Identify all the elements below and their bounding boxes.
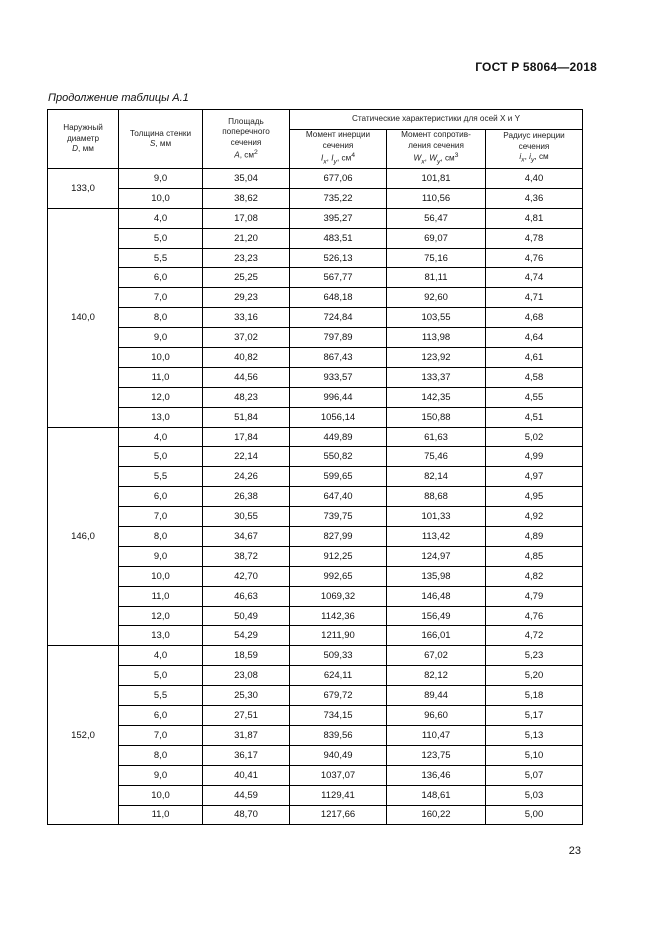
area-cell: 25,30 (203, 686, 290, 706)
table-row (48, 308, 583, 328)
resistance-cell: 56,47 (387, 208, 486, 228)
radius-cell: 4,78 (486, 228, 583, 248)
table-row (48, 805, 583, 825)
resistance-cell: 150,88 (387, 407, 486, 427)
table-row (48, 706, 583, 726)
thickness-cell: 4,0 (119, 427, 203, 447)
table-caption: Продолжение таблицы А.1 (48, 92, 189, 104)
inertia-cell: 1217,66 (290, 805, 387, 825)
resistance-cell: 123,75 (387, 745, 486, 765)
diameter-cell: 133,0 (48, 169, 119, 209)
standard-designation: ГОСТ Р 58064—2018 (475, 60, 597, 74)
area-cell: 18,59 (203, 646, 290, 666)
thickness-cell: 8,0 (119, 745, 203, 765)
table-row (48, 348, 583, 368)
thickness-cell: 10,0 (119, 348, 203, 368)
area-cell: 33,16 (203, 308, 290, 328)
table-row (48, 546, 583, 566)
inertia-cell: 724,84 (290, 308, 387, 328)
area-cell: 36,17 (203, 745, 290, 765)
thickness-cell: 5,0 (119, 228, 203, 248)
table-row (48, 328, 583, 348)
inertia-cell: 912,25 (290, 546, 387, 566)
area-cell: 29,23 (203, 288, 290, 308)
inertia-cell: 1056,14 (290, 407, 387, 427)
radius-cell: 4,51 (486, 407, 583, 427)
table-row (48, 427, 583, 447)
resistance-cell: 136,46 (387, 765, 486, 785)
thickness-cell: 13,0 (119, 407, 203, 427)
area-cell: 44,59 (203, 785, 290, 805)
table-row (48, 765, 583, 785)
inertia-cell: 509,33 (290, 646, 387, 666)
inertia-cell: 1211,90 (290, 626, 387, 646)
inertia-cell: 395,27 (290, 208, 387, 228)
resistance-cell: 96,60 (387, 706, 486, 726)
inertia-cell: 599,65 (290, 467, 387, 487)
inertia-cell: 1069,32 (290, 586, 387, 606)
radius-cell: 5,18 (486, 686, 583, 706)
area-cell: 21,20 (203, 228, 290, 248)
table-row (48, 725, 583, 745)
inertia-cell: 677,06 (290, 169, 387, 189)
resistance-cell: 67,02 (387, 646, 486, 666)
resistance-cell: 88,68 (387, 487, 486, 507)
inertia-cell: 567,77 (290, 268, 387, 288)
area-cell: 22,14 (203, 447, 290, 467)
inertia-cell: 797,89 (290, 328, 387, 348)
table-row (48, 407, 583, 427)
resistance-cell: 103,55 (387, 308, 486, 328)
inertia-cell: 1129,41 (290, 785, 387, 805)
inertia-cell: 1142,36 (290, 606, 387, 626)
area-cell: 24,26 (203, 467, 290, 487)
header-radius: Радиус инерции сечения $i_x$, $i_y$, см (486, 130, 583, 169)
inertia-cell: 734,15 (290, 706, 387, 726)
table-row (48, 606, 583, 626)
area-cell: 23,23 (203, 248, 290, 268)
header-inertia: Момент инерции сечения $I_x$, $I_y$, $см^4$ (290, 130, 387, 169)
resistance-cell: 82,14 (387, 467, 486, 487)
diameter-cell: 152,0 (48, 646, 119, 825)
resistance-cell: 101,81 (387, 169, 486, 189)
inertia-cell: 933,57 (290, 367, 387, 387)
page-number: 23 (568, 845, 581, 857)
table-row (48, 527, 583, 547)
radius-cell: 4,58 (486, 367, 583, 387)
inertia-cell: 996,44 (290, 387, 387, 407)
inertia-cell: 449,89 (290, 427, 387, 447)
thickness-cell: 4,0 (119, 646, 203, 666)
thickness-cell: 5,0 (119, 447, 203, 467)
area-cell: 54,29 (203, 626, 290, 646)
radius-cell: 5,20 (486, 666, 583, 686)
table-row (48, 487, 583, 507)
properties-table (47, 109, 583, 825)
inertia-cell: 647,40 (290, 487, 387, 507)
area-cell: 46,63 (203, 586, 290, 606)
table-row (48, 666, 583, 686)
table-row (48, 169, 583, 189)
resistance-cell: 92,60 (387, 288, 486, 308)
inertia-cell: 679,72 (290, 686, 387, 706)
thickness-cell: 5,5 (119, 686, 203, 706)
table-row (48, 566, 583, 586)
inertia-cell: 735,22 (290, 188, 387, 208)
diameter-cell: 146,0 (48, 427, 119, 646)
area-cell: 31,87 (203, 725, 290, 745)
inertia-cell: 867,43 (290, 348, 387, 368)
table-row (48, 646, 583, 666)
radius-cell: 5,02 (486, 427, 583, 447)
header-resistance: Момент сопротив- ления сечения $W_x$, $W_y$, $см^3$ (387, 130, 486, 169)
table-row (48, 208, 583, 228)
radius-cell: 4,97 (486, 467, 583, 487)
radius-cell: 5,13 (486, 725, 583, 745)
header-diameter: Наружный диаметр D, мм (48, 110, 119, 169)
inertia-cell: 839,56 (290, 725, 387, 745)
header-thickness: Толщина стенки S, мм (119, 110, 203, 169)
resistance-cell: 101,33 (387, 507, 486, 527)
table-row (48, 268, 583, 288)
table-row (48, 686, 583, 706)
radius-cell: 4,40 (486, 169, 583, 189)
resistance-cell: 81,11 (387, 268, 486, 288)
table-row (48, 745, 583, 765)
thickness-cell: 9,0 (119, 169, 203, 189)
thickness-cell: 7,0 (119, 507, 203, 527)
area-cell: 34,67 (203, 527, 290, 547)
area-cell: 38,62 (203, 188, 290, 208)
area-cell: 40,82 (203, 348, 290, 368)
radius-cell: 5,10 (486, 745, 583, 765)
resistance-cell: 89,44 (387, 686, 486, 706)
diameter-cell: 140,0 (48, 208, 119, 427)
radius-cell: 5,03 (486, 785, 583, 805)
table-row (48, 447, 583, 467)
radius-cell: 5,07 (486, 765, 583, 785)
thickness-cell: 6,0 (119, 268, 203, 288)
inertia-cell: 1037,07 (290, 765, 387, 785)
thickness-cell: 9,0 (119, 328, 203, 348)
thickness-cell: 8,0 (119, 527, 203, 547)
header-static-group: Статические характеристики для осей X и Y (290, 110, 583, 130)
radius-cell: 5,17 (486, 706, 583, 726)
resistance-cell: 133,37 (387, 367, 486, 387)
area-cell: 48,23 (203, 387, 290, 407)
area-cell: 51,84 (203, 407, 290, 427)
thickness-cell: 11,0 (119, 805, 203, 825)
radius-cell: 4,64 (486, 328, 583, 348)
thickness-cell: 6,0 (119, 706, 203, 726)
radius-cell: 5,23 (486, 646, 583, 666)
radius-cell: 4,71 (486, 288, 583, 308)
thickness-cell: 7,0 (119, 725, 203, 745)
thickness-cell: 12,0 (119, 387, 203, 407)
area-cell: 25,25 (203, 268, 290, 288)
resistance-cell: 142,35 (387, 387, 486, 407)
table-row (48, 785, 583, 805)
thickness-cell: 6,0 (119, 487, 203, 507)
radius-cell: 4,82 (486, 566, 583, 586)
table-row (48, 507, 583, 527)
radius-cell: 4,68 (486, 308, 583, 328)
radius-cell: 4,89 (486, 527, 583, 547)
resistance-cell: 113,42 (387, 527, 486, 547)
inertia-cell: 526,13 (290, 248, 387, 268)
area-cell: 35,04 (203, 169, 290, 189)
radius-cell: 4,85 (486, 546, 583, 566)
thickness-cell: 12,0 (119, 606, 203, 626)
thickness-cell: 9,0 (119, 765, 203, 785)
radius-cell: 4,99 (486, 447, 583, 467)
table-row (48, 248, 583, 268)
resistance-cell: 61,63 (387, 427, 486, 447)
area-cell: 42,70 (203, 566, 290, 586)
table-row (48, 586, 583, 606)
radius-cell: 4,72 (486, 626, 583, 646)
resistance-cell: 110,56 (387, 188, 486, 208)
radius-cell: 4,76 (486, 606, 583, 626)
inertia-cell: 739,75 (290, 507, 387, 527)
radius-cell: 4,36 (486, 188, 583, 208)
thickness-cell: 8,0 (119, 308, 203, 328)
radius-cell: 4,92 (486, 507, 583, 527)
thickness-cell: 5,5 (119, 248, 203, 268)
table-row (48, 288, 583, 308)
radius-cell: 4,74 (486, 268, 583, 288)
radius-cell: 4,95 (486, 487, 583, 507)
resistance-cell: 75,16 (387, 248, 486, 268)
thickness-cell: 11,0 (119, 586, 203, 606)
area-cell: 48,70 (203, 805, 290, 825)
radius-cell: 4,55 (486, 387, 583, 407)
resistance-cell: 124,97 (387, 546, 486, 566)
area-cell: 26,38 (203, 487, 290, 507)
thickness-cell: 13,0 (119, 626, 203, 646)
thickness-cell: 5,5 (119, 467, 203, 487)
resistance-cell: 75,46 (387, 447, 486, 467)
area-cell: 17,08 (203, 208, 290, 228)
header-area: Площадь поперечного сечения A, $см^2$ (203, 110, 290, 169)
resistance-cell: 123,92 (387, 348, 486, 368)
inertia-cell: 940,49 (290, 745, 387, 765)
resistance-cell: 135,98 (387, 566, 486, 586)
thickness-cell: 7,0 (119, 288, 203, 308)
thickness-cell: 4,0 (119, 208, 203, 228)
area-cell: 23,08 (203, 666, 290, 686)
radius-cell: 4,79 (486, 586, 583, 606)
resistance-cell: 69,07 (387, 228, 486, 248)
thickness-cell: 9,0 (119, 546, 203, 566)
area-cell: 37,02 (203, 328, 290, 348)
area-cell: 44,56 (203, 367, 290, 387)
table-row (48, 387, 583, 407)
inertia-cell: 648,18 (290, 288, 387, 308)
radius-cell: 4,81 (486, 208, 583, 228)
resistance-cell: 148,61 (387, 785, 486, 805)
thickness-cell: 10,0 (119, 188, 203, 208)
resistance-cell: 146,48 (387, 586, 486, 606)
resistance-cell: 113,98 (387, 328, 486, 348)
inertia-cell: 624,11 (290, 666, 387, 686)
area-cell: 27,51 (203, 706, 290, 726)
table-row (48, 228, 583, 248)
thickness-cell: 10,0 (119, 785, 203, 805)
inertia-cell: 827,99 (290, 527, 387, 547)
table-row (48, 367, 583, 387)
thickness-cell: 5,0 (119, 666, 203, 686)
table-row (48, 467, 583, 487)
inertia-cell: 550,82 (290, 447, 387, 467)
resistance-cell: 160,22 (387, 805, 486, 825)
thickness-cell: 10,0 (119, 566, 203, 586)
area-cell: 50,49 (203, 606, 290, 626)
table-row (48, 188, 583, 208)
table-body (48, 169, 583, 825)
area-cell: 30,55 (203, 507, 290, 527)
resistance-cell: 82,12 (387, 666, 486, 686)
area-cell: 38,72 (203, 546, 290, 566)
table-row (48, 626, 583, 646)
radius-cell: 4,61 (486, 348, 583, 368)
radius-cell: 5,00 (486, 805, 583, 825)
inertia-cell: 992,65 (290, 566, 387, 586)
resistance-cell: 156,49 (387, 606, 486, 626)
area-cell: 40,41 (203, 765, 290, 785)
inertia-cell: 483,51 (290, 228, 387, 248)
area-cell: 17,84 (203, 427, 290, 447)
resistance-cell: 166,01 (387, 626, 486, 646)
thickness-cell: 11,0 (119, 367, 203, 387)
radius-cell: 4,76 (486, 248, 583, 268)
resistance-cell: 110,47 (387, 725, 486, 745)
